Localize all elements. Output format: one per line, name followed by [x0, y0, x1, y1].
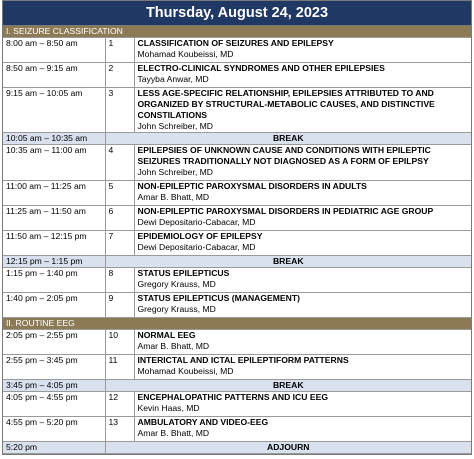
section-row [3, 318, 471, 330]
session-number: 13 [105, 417, 134, 442]
session-number: 9 [105, 293, 134, 318]
session-row [3, 181, 471, 206]
adjourn-label: ADJOURN [105, 442, 471, 454]
session-number: 12 [105, 392, 134, 417]
page-title: Thursday, August 24, 2023 [3, 1, 471, 26]
session-number: 11 [105, 355, 134, 380]
session-time: 4:55 pm – 5:20 pm [3, 417, 105, 442]
session-title: NORMAL EEG [137, 330, 196, 340]
session-number: 10 [105, 330, 134, 355]
session-row [3, 88, 471, 133]
session-number: 7 [105, 231, 134, 256]
schedule-document [2, 0, 472, 455]
break-time: 3:45 pm – 4:05 pm [3, 380, 105, 392]
break-row [3, 380, 471, 392]
session-title: NON-EPILEPTIC PAROXYSMAL DISORDERS IN ADULTS [137, 181, 367, 191]
session-time: 9:15 am – 10:05 am [3, 88, 105, 133]
session-title: STATUS EPILEPTICUS [137, 268, 230, 278]
session-content [134, 145, 471, 181]
session-title: LESS AGE-SPECIFIC RELATIONSHIP, EPILEPSIES ATTRIBUTED TO AND ORGANIZED BY STRUCTURAL-METABOLIC CAUSES, AND DISTINCTIVE CONSTILATIONS [137, 88, 435, 120]
session-row [3, 392, 471, 417]
session-time: 2:55 pm – 3:45 pm [3, 355, 105, 380]
section-row [3, 26, 471, 38]
session-speaker: Kevin Haas, MD [137, 403, 200, 413]
session-content [134, 392, 471, 417]
session-row [3, 330, 471, 355]
session-row [3, 38, 471, 63]
session-speaker: Dewi Depositario-Cabacar, MD [137, 242, 256, 252]
session-time: 2:05 pm – 2:55 pm [3, 330, 105, 355]
session-number: 2 [105, 63, 134, 88]
session-speaker: Mohamad Koubeissi, MD [137, 366, 234, 376]
session-title: EPIDEMIOLOGY OF EPILEPSY [137, 231, 263, 241]
session-number: 8 [105, 268, 134, 293]
adjourn-time: 5:20 pm [3, 442, 105, 454]
session-number: 1 [105, 38, 134, 63]
session-speaker: Gregory Krauss, MD [137, 279, 216, 289]
session-title: STATUS EPILEPTICUS (MANAGEMENT) [137, 293, 300, 303]
session-content [134, 417, 471, 442]
session-speaker: John Schreiber, MD [137, 121, 213, 131]
session-title: AMBULATORY AND VIDEO-EEG [137, 417, 269, 427]
session-speaker: Mohamad Koubeissi, MD [137, 49, 234, 59]
schedule-table [3, 26, 471, 454]
session-speaker: Gregory Krauss, MD [137, 304, 216, 314]
session-number: 6 [105, 206, 134, 231]
session-time: 1:15 pm – 1:40 pm [3, 268, 105, 293]
session-row [3, 231, 471, 256]
session-content [134, 88, 471, 133]
session-speaker: Dewi Depositario-Cabacar, MD [137, 217, 256, 227]
session-content [134, 330, 471, 355]
session-number: 3 [105, 88, 134, 133]
session-speaker: Amar B. Bhatt, MD [137, 428, 210, 438]
session-time: 11:00 am – 11:25 am [3, 181, 105, 206]
session-row [3, 145, 471, 181]
session-speaker: Amar B. Bhatt, MD [137, 341, 210, 351]
adjourn-row [3, 442, 471, 454]
session-title: ENCEPHALOPATHIC PATTERNS AND ICU EEG [137, 392, 328, 402]
session-speaker: Amar B. Bhatt, MD [137, 192, 210, 202]
session-title: EPILEPSIES OF UNKNOWN CAUSE AND CONDITIONS WITH EPILEPTIC SEIZURES TRADITIONALLY NOT DIAGNOSED AS A FORM OF EPILPSY [137, 145, 431, 166]
section-title: II. ROUTINE EEG [3, 318, 471, 330]
session-content [134, 355, 471, 380]
session-time: 1:40 pm – 2:05 pm [3, 293, 105, 318]
session-row [3, 268, 471, 293]
session-content [134, 268, 471, 293]
session-content [134, 181, 471, 206]
session-row [3, 293, 471, 318]
session-time: 8:50 am – 9:15 am [3, 63, 105, 88]
break-time: 10:05 am – 10:35 am [3, 133, 105, 145]
session-title: INTERICTAL AND ICTAL EPILEPTIFORM PATTERNS [137, 355, 349, 365]
section-title: I. SEIZURE CLASSIFICATION [3, 26, 471, 38]
session-content [134, 38, 471, 63]
session-time: 10:35 am – 11:00 am [3, 145, 105, 181]
break-row [3, 256, 471, 268]
session-title: ELECTRO-CLINICAL SYNDROMES AND OTHER EPILEPSIES [137, 63, 385, 73]
session-time: 11:50 am – 12:15 pm [3, 231, 105, 256]
break-label: BREAK [105, 380, 471, 392]
session-speaker: Tayyba Anwar, MD [137, 74, 209, 84]
session-row [3, 206, 471, 231]
session-time: 8:00 am – 8:50 am [3, 38, 105, 63]
session-title: CLASSIFICATION OF SEIZURES AND EPILEPSY [137, 38, 334, 48]
session-number: 4 [105, 145, 134, 181]
session-title: NON-EPILEPTIC PAROXYSMAL DISORDERS IN PEDIATRIC AGE GROUP [137, 206, 434, 216]
session-row [3, 417, 471, 442]
break-label: BREAK [105, 256, 471, 268]
session-number: 5 [105, 181, 134, 206]
session-content [134, 206, 471, 231]
session-row [3, 63, 471, 88]
session-content [134, 293, 471, 318]
session-time: 4:05 pm – 4:55 pm [3, 392, 105, 417]
break-row [3, 133, 471, 145]
break-label: BREAK [105, 133, 471, 145]
session-row [3, 355, 471, 380]
session-time: 11:25 am – 11:50 am [3, 206, 105, 231]
session-speaker: John Schreiber, MD [137, 167, 213, 177]
session-content [134, 63, 471, 88]
session-content [134, 231, 471, 256]
break-time: 12:15 pm – 1:15 pm [3, 256, 105, 268]
